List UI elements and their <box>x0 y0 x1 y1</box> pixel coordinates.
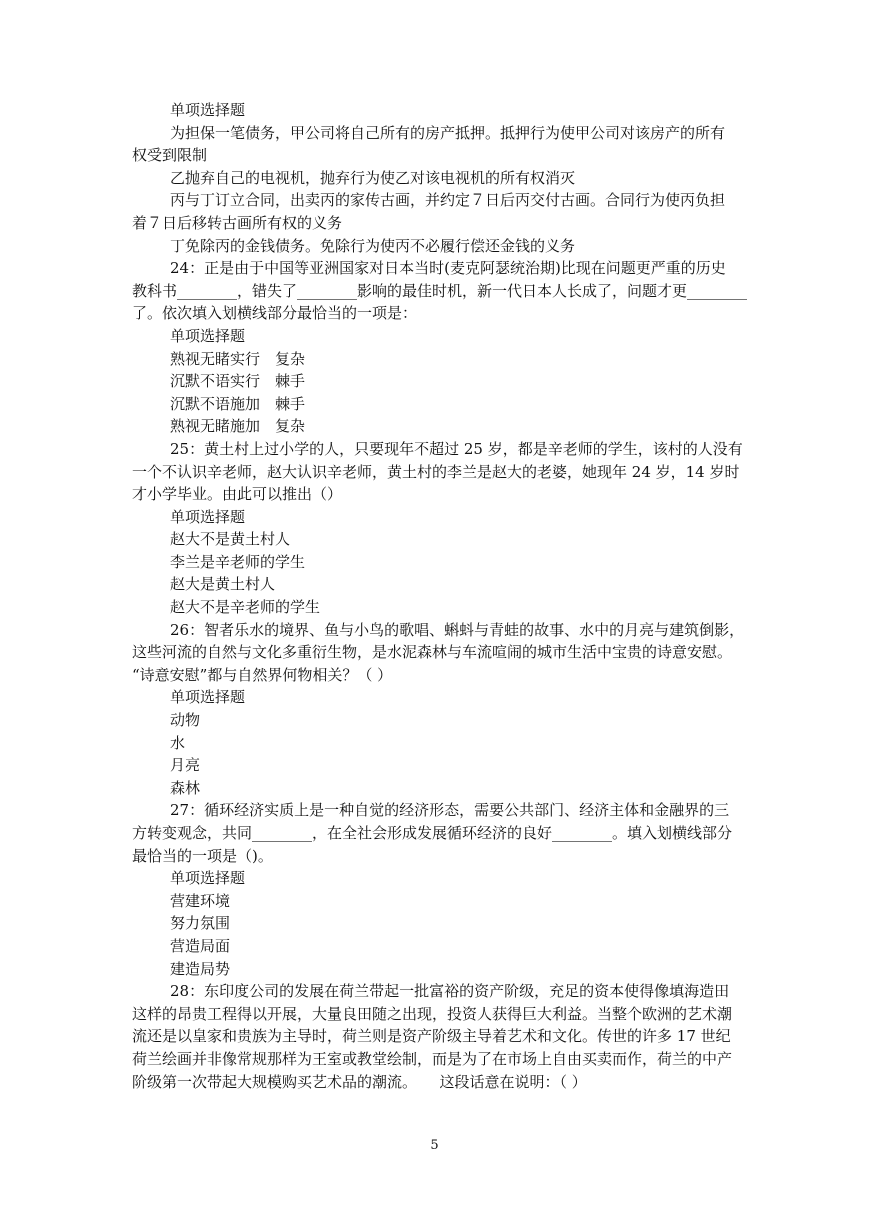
document-body <box>132 99 748 1093</box>
text-line: 24：正是由于中国等亚洲国家对日本当时(麦克阿瑟统治期)比现在问题更严重的历史 <box>170 259 726 278</box>
text-line: “诗意安慰”都与自然界何物相关？（ ） <box>132 665 393 684</box>
text-line: 最恰当的一项是（)。 <box>132 846 273 865</box>
text-line: 李兰是辛老师的学生 <box>170 552 306 571</box>
text-line: 单项选择题 <box>170 326 246 345</box>
text-line: 为担保一笔债务，甲公司将自己所有的房产抵押。抵押行为使甲公司对该房产的所有 <box>170 123 726 142</box>
text-line: 赵大不是黄土村人 <box>170 530 291 549</box>
text-line: 月亮 <box>170 756 201 775</box>
text-line: 动物 <box>170 711 201 730</box>
text-line: 阶级第一次带起大规模购买艺术品的潮流。 这段话意在说明：（ ） <box>132 1072 587 1091</box>
text-line: 乙抛弃自己的电视机，抛弃行为使乙对该电视机的所有权消灭 <box>170 168 576 187</box>
text-line: 营造局面 <box>170 936 231 955</box>
text-line: 熟视无睹实行 复杂 <box>170 349 306 368</box>
text-line: 赵大不是辛老师的学生 <box>170 598 321 617</box>
text-line: 了。依次填入划横线部分最恰当的一项是： <box>132 304 418 323</box>
text-line: 26：智者乐水的境界、鱼与小鸟的歌唱、蝌蚪与青蛙的故事、水中的月亮与建筑倒影， <box>170 620 745 639</box>
page-number: 5 <box>430 1138 439 1153</box>
text-line: 建造局势 <box>170 959 231 978</box>
text-line: 这些河流的自然与文化多重衍生物，是水泥森林与车流喧闹的城市生活中宝贵的诗意安慰。 <box>132 643 733 662</box>
text-line: 25：黄土村上过小学的人，只要现年不超过 25 岁，都是辛老师的学生，该村的人没有 <box>170 439 743 458</box>
text-line: 着７日后移转古画所有权的义务 <box>132 213 343 232</box>
text-line: 丁免除丙的金钱债务。免除行为使丙不必履行偿还金钱的义务 <box>170 236 576 255</box>
text-line: 荷兰绘画并非像常规那样为王室或教堂绘制，而是为了在市场上自由买卖而作，荷兰的中产 <box>132 1049 733 1068</box>
text-line: 营建环境 <box>170 891 231 910</box>
text-line: 单项选择题 <box>170 688 246 707</box>
text-line: 27：循环经济实质上是一种自觉的经济形态，需要公共部门、经济主体和金融界的三 <box>170 801 730 820</box>
text-line: 才小学毕业。由此可以推出（） <box>132 485 343 504</box>
text-line: 单项选择题 <box>170 869 246 888</box>
text-line: 森林 <box>170 778 201 797</box>
text-line: 水 <box>170 733 186 752</box>
text-line: 赵大是黄土村人 <box>170 575 276 594</box>
text-line: 一个不认识辛老师，赵大认识辛老师，黄土村的李兰是赵大的老婆，她现年 24 岁，14 岁时 <box>132 462 740 481</box>
text-line: 教科书________，错失了________影响的最佳时机，新一代日本人长成了，问题才更________ <box>132 281 748 300</box>
text-line: 流还是以皇家和贵族为主导时，荷兰则是资产阶级主导着艺术和文化。传世的许多 17 世纪 <box>132 1027 731 1046</box>
text-line: 方转变观念，共同________，在全社会形成发展循环经济的良好________。填入划横线部分 <box>132 824 733 842</box>
text-line: 丙与丁订立合同，出卖丙的家传古画，并约定７日后丙交付古画。合同行为使丙负担 <box>170 191 726 210</box>
text-line: 熟视无睹施加 复杂 <box>170 417 306 436</box>
text-line: 单项选择题 <box>170 101 246 119</box>
text-line: 28：东印度公司的发展在荷兰带起一批富裕的资产阶级，充足的资本使得像填海造田 <box>170 982 730 1001</box>
text-line: 努力氛围 <box>170 914 231 933</box>
text-line: 权受到限制 <box>132 146 208 165</box>
text-line: 沉默不语实行 棘手 <box>170 372 306 391</box>
text-line: 这样的昂贵工程得以开展，大量良田随之出现，投资人获得巨大利益。当整个欧洲的艺术潮 <box>132 1004 733 1023</box>
text-line: 沉默不语施加 棘手 <box>170 394 306 413</box>
text-line: 单项选择题 <box>170 507 246 526</box>
